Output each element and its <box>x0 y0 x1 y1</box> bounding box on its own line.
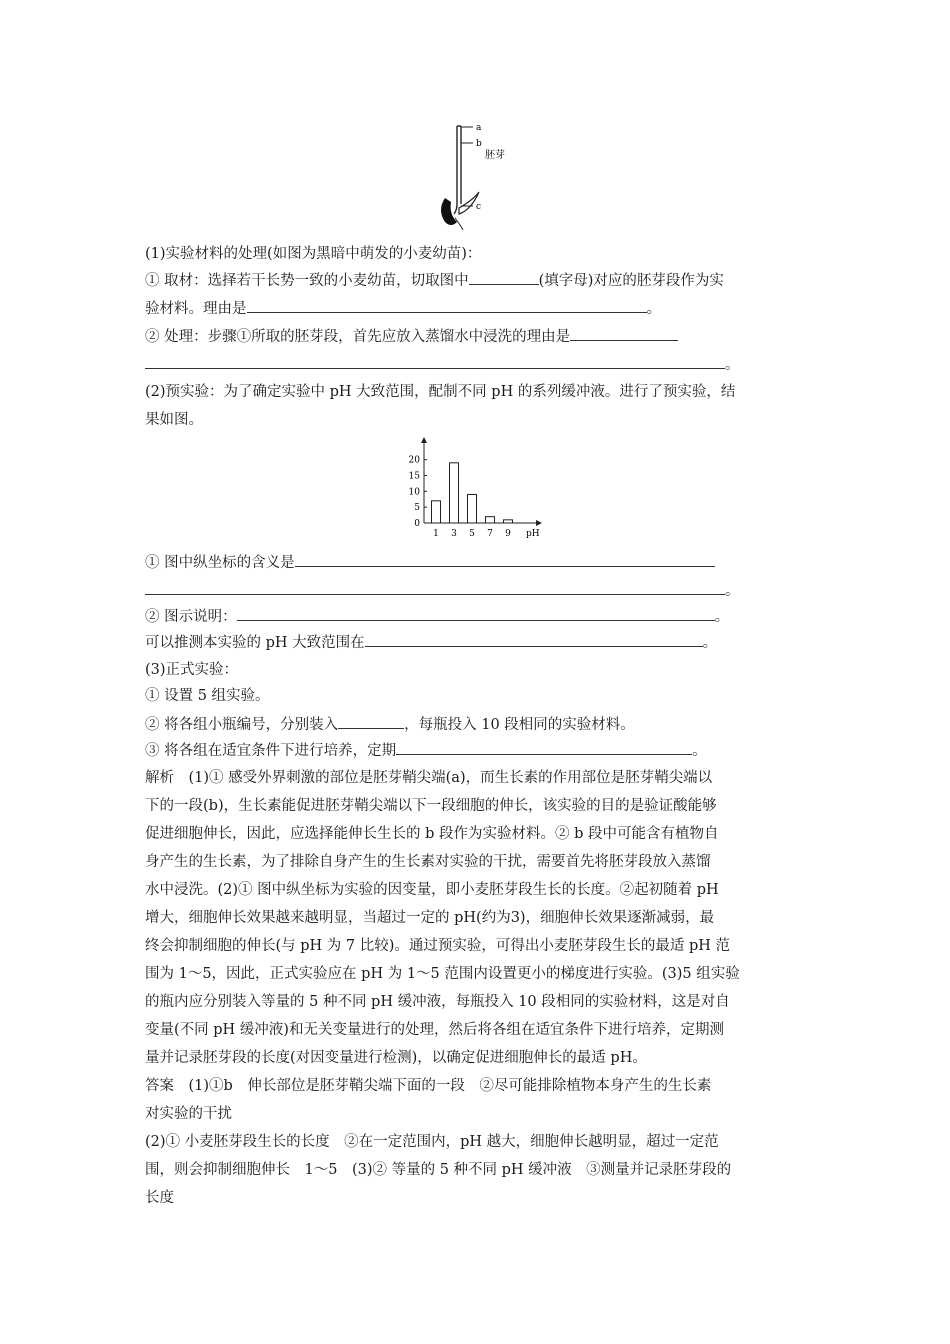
step2-text-a: ② 将各组小瓶编号，分别装入 <box>145 717 339 733</box>
bar <box>504 520 513 523</box>
coleoptile-stem <box>454 126 461 214</box>
y-axis-arrow <box>421 437 427 443</box>
label-c: c <box>476 202 482 212</box>
blank-buffer[interactable] <box>338 714 404 729</box>
analysis-line: 的瓶内应分别装入等量的 5 种不同 pH 缓冲液，每瓶投入 10 段相同的实验材料，这是对自 <box>145 994 730 1010</box>
blank-wash-reason-cont[interactable] <box>145 354 725 369</box>
blank-reason[interactable] <box>247 298 647 313</box>
q2-figure-desc: ② 图示说明： <box>145 609 237 625</box>
y-tick-label: 15 <box>408 471 420 482</box>
part1-q1-line1 <box>145 270 724 291</box>
analysis-line: 水中浸洗。(2)① 图中纵坐标为实验的因变量，即小麦胚芽段生长的长度。②起初随着 pH <box>145 882 719 898</box>
part1-q1-line2 <box>145 298 661 319</box>
root-shape <box>455 218 463 230</box>
analysis-line: 下的一段(b)，生长素能促进胚芽鞘尖端以下一段细胞的伸长，该实验的目的是验证酸能够 <box>145 798 717 814</box>
q1-text-c: 验材料。理由是 <box>145 301 247 317</box>
seed-shape <box>441 198 457 225</box>
blank-y-meaning-cont[interactable] <box>145 580 725 595</box>
x-axis-label: pH <box>526 529 540 539</box>
label-organ: 胚芽 <box>485 150 505 161</box>
q2-end: 。 <box>714 609 730 625</box>
blank-wash-reason[interactable] <box>570 326 678 341</box>
q1-text-a: ① 取材：选择若干长势一致的小麦幼苗，切取图中 <box>145 273 469 289</box>
part2-q3-line <box>145 632 717 653</box>
answer-line: 长度 <box>145 1190 174 1206</box>
q1-text-b: (填字母)对应的胚芽段作为实 <box>538 273 724 289</box>
answer-line: 围，则会抑制细胞伸长 1～5 (3)② 等量的 5 种不同 pH 缓冲液 ③测量并记录胚芽段的 <box>145 1162 732 1178</box>
q3-end: 。 <box>702 635 718 651</box>
q1-end: 。 <box>725 583 740 599</box>
q2-text-a: ② 处理：步骤①所取的胚芽段，首先应放入蒸馏水中浸洗的理由是 <box>145 329 571 345</box>
blank-ph-range[interactable] <box>365 632 703 647</box>
part2-q1-line1 <box>145 552 715 573</box>
part3-step1: ① 设置 5 组实验。 <box>145 688 270 704</box>
part1-q2-line2 <box>145 354 740 375</box>
blank-letter[interactable] <box>469 270 539 285</box>
answer-line: (2)① 小麦胚芽段生长的长度 ②在一定范围内，pH 越大，细胞伸长越明显，超过一定范 <box>145 1134 719 1150</box>
q3-ph-range: 可以推测本实验的 pH 大致范围在 <box>145 635 365 651</box>
analysis-line: 解析 (1)① 感受外界刺激的部位是胚芽鞘尖端(a)，而生长素的作用部位是胚芽鞘尖端以 <box>145 770 713 786</box>
ph-bar-chart <box>400 437 560 539</box>
analysis-line: 促进细胞伸长，因此，应选择能伸长生长的 b 段作为实验材料。② b 段中可能含有植物自 <box>145 826 719 842</box>
blank-y-meaning[interactable] <box>295 552 715 567</box>
bar <box>468 495 477 524</box>
analysis-line: 终会抑制细胞的伸长(与 pH 为 7 比较)。通过预实验，可得出小麦胚芽段生长的最适 pH 范 <box>145 938 731 954</box>
blank-measure[interactable] <box>396 740 692 755</box>
answer-line: 答案 (1)①b 伸长部位是胚芽鞘尖端下面的一段 ②尽可能排除植物本身产生的生长素 <box>145 1078 712 1094</box>
part1-q2-line1 <box>145 326 678 347</box>
q1-text-d: 。 <box>646 301 661 317</box>
part2-line1: (2)预实验：为了确定实验中 pH 大致范围，配制不同 pH 的系列缓冲液。进行了预实验，结 <box>145 384 736 400</box>
answer-line: 对实验的干扰 <box>145 1106 232 1122</box>
label-a: a <box>476 123 482 133</box>
part3-step2 <box>145 714 635 735</box>
step3-text-b: 。 <box>692 743 707 759</box>
part2-q1-line2 <box>145 580 740 601</box>
analysis-line: 围为 1～5，因此，正式实验应在 pH 为 1～5 范围内设置更小的梯度进行实验。(3)5 组实验 <box>145 966 740 982</box>
x-axis-arrow <box>536 520 542 526</box>
x-tick-label: 3 <box>451 529 457 539</box>
x-tick-label: 7 <box>487 529 493 539</box>
y-tick-label: 20 <box>408 455 420 466</box>
part2-line2: 果如图。 <box>145 412 203 428</box>
analysis-line: 身产生的生长素，为了排除自身产生的生长素对实验的干扰，需要首先将胚芽段放入蒸馏 <box>145 854 711 870</box>
label-b: b <box>476 139 482 149</box>
blank-figure-desc[interactable] <box>237 606 715 621</box>
x-tick-label: 5 <box>469 529 475 539</box>
x-tick-label: 1 <box>433 529 439 539</box>
x-tick-label: 9 <box>505 529 511 539</box>
bar <box>450 463 459 523</box>
q1-y-meaning: ① 图中纵坐标的含义是 <box>145 555 295 571</box>
analysis-line: 量并记录胚芽段的长度(对因变量进行检测)，以确定促进细胞伸长的最适 pH。 <box>145 1050 647 1066</box>
part3-heading: (3)正式实验： <box>145 662 239 678</box>
bar <box>486 517 495 523</box>
step2-text-b: ，每瓶投入 10 段相同的实验材料。 <box>404 717 635 733</box>
part3-step3 <box>145 740 707 761</box>
part2-q2-line <box>145 606 729 627</box>
step3-text-a: ③ 将各组在适宜条件下进行培养，定期 <box>145 743 397 759</box>
bar <box>432 501 441 523</box>
seedling-figure <box>435 118 515 233</box>
y-tick-label: 0 <box>414 519 420 529</box>
part1-heading: (1)实验材料的处理(如图为黑暗中萌发的小麦幼苗)： <box>145 246 482 262</box>
y-tick-label: 10 <box>408 487 420 498</box>
analysis-line: 变量(不同 pH 缓冲液)和无关变量进行的处理，然后将各组在适宜条件下进行培养，定期测 <box>145 1022 724 1038</box>
y-tick-label: 5 <box>414 503 420 514</box>
q2-text-b: 。 <box>725 357 740 373</box>
analysis-line: 增大，细胞伸长效果越来越明显，当超过一定的 pH(约为3)，细胞伸长效果逐渐减弱，最 <box>145 910 715 926</box>
